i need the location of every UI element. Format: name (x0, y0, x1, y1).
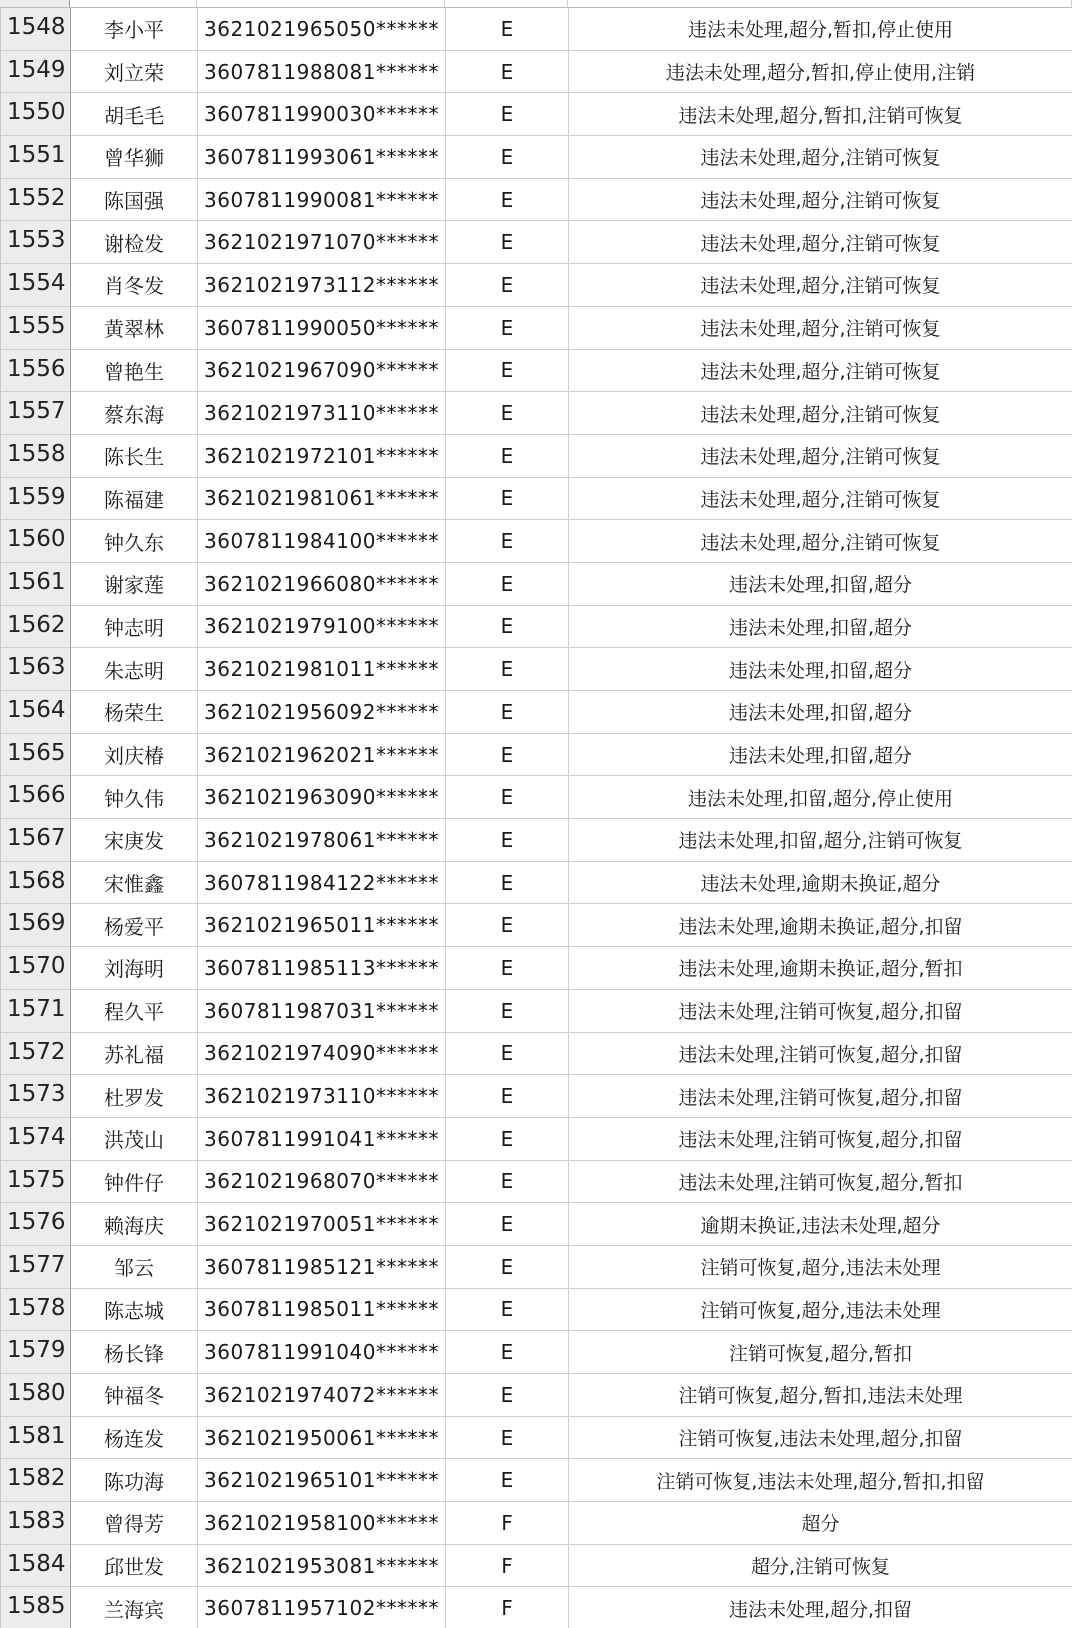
row-number[interactable]: 1553 (1, 221, 71, 264)
id-number-cell[interactable]: 3607811984100****** (198, 520, 446, 563)
row-number[interactable]: 1570 (1, 947, 71, 990)
grade-cell[interactable]: E (446, 221, 569, 264)
id-number-cell[interactable]: 3607811985113****** (198, 947, 446, 990)
name-cell[interactable]: 宋庚发 (71, 819, 198, 862)
grade-cell[interactable]: E (446, 1246, 569, 1289)
id-number-cell[interactable]: 3621021956092****** (198, 691, 446, 734)
id-number-cell[interactable]: 3621021967090****** (198, 350, 446, 393)
name-cell[interactable]: 钟志明 (71, 606, 198, 649)
status-cell[interactable]: 违法未处理,注销可恢复,超分,扣留 (569, 1075, 1072, 1118)
grade-cell[interactable]: E (446, 51, 569, 94)
name-cell[interactable]: 杨长锋 (71, 1331, 198, 1374)
name-cell[interactable]: 邱世发 (71, 1545, 198, 1588)
row-number[interactable]: 1583 (1, 1502, 71, 1545)
grade-cell[interactable]: E (446, 1033, 569, 1076)
id-number-cell[interactable]: 3607811991041****** (198, 1118, 446, 1161)
row-number[interactable]: 1580 (1, 1374, 71, 1417)
id-number-cell[interactable]: 3621021981061****** (198, 478, 446, 521)
grade-cell[interactable]: E (446, 1374, 569, 1417)
status-cell[interactable]: 注销可恢复,超分,暂扣 (569, 1331, 1072, 1374)
grade-cell[interactable]: E (446, 1417, 569, 1460)
status-cell[interactable]: 违法未处理,扣留,超分,注销可恢复 (569, 819, 1072, 862)
name-cell[interactable]: 刘立荣 (71, 51, 198, 94)
grade-cell[interactable]: E (446, 179, 569, 222)
id-number-cell[interactable]: 3621021958100****** (198, 1502, 446, 1545)
id-number-cell[interactable]: 3621021974090****** (198, 1033, 446, 1076)
status-cell[interactable]: 注销可恢复,超分,违法未处理 (569, 1246, 1072, 1289)
row-number[interactable]: 1563 (1, 648, 71, 691)
id-number-cell[interactable]: 3607811957102****** (198, 1587, 446, 1628)
row-number[interactable]: 1566 (1, 776, 71, 819)
grade-cell[interactable]: E (446, 1331, 569, 1374)
name-cell[interactable]: 兰海宾 (71, 1587, 198, 1628)
row-number[interactable]: 1550 (1, 93, 71, 136)
grade-cell[interactable]: E (446, 1459, 569, 1502)
name-cell[interactable]: 陈志城 (71, 1289, 198, 1332)
id-number-cell[interactable]: 3621021972101****** (198, 435, 446, 478)
name-cell[interactable]: 谢家莲 (71, 563, 198, 606)
name-cell[interactable]: 陈功海 (71, 1459, 198, 1502)
id-number-cell[interactable]: 3621021966080****** (198, 563, 446, 606)
status-cell[interactable]: 违法未处理,超分,注销可恢复 (569, 307, 1072, 350)
row-number[interactable]: 1572 (1, 1033, 71, 1076)
name-cell[interactable]: 钟件仔 (71, 1161, 198, 1204)
id-number-cell[interactable]: 3621021971070****** (198, 221, 446, 264)
grade-cell[interactable]: E (446, 392, 569, 435)
grade-cell[interactable]: F (446, 1545, 569, 1588)
row-number[interactable]: 1567 (1, 819, 71, 862)
status-cell[interactable]: 违法未处理,扣留,超分,停止使用 (569, 776, 1072, 819)
name-cell[interactable]: 肖冬发 (71, 264, 198, 307)
id-number-cell[interactable]: 3621021965050****** (198, 8, 446, 51)
status-cell[interactable]: 违法未处理,超分,注销可恢复 (569, 478, 1072, 521)
row-number[interactable]: 1584 (1, 1545, 71, 1588)
grade-cell[interactable]: E (446, 136, 569, 179)
grade-cell[interactable]: E (446, 819, 569, 862)
id-number-cell[interactable]: 3607811990081****** (198, 179, 446, 222)
data-table (0, 8, 1072, 1628)
status-cell[interactable]: 违法未处理,扣留,超分 (569, 606, 1072, 649)
row-number[interactable]: 1585 (1, 1587, 71, 1628)
name-cell[interactable]: 刘海明 (71, 947, 198, 990)
grade-cell[interactable]: E (446, 1075, 569, 1118)
id-number-cell[interactable]: 3621021973110****** (198, 1075, 446, 1118)
status-cell[interactable]: 违法未处理,超分,暂扣,注销可恢复 (569, 93, 1072, 136)
status-cell[interactable]: 违法未处理,超分,注销可恢复 (569, 520, 1072, 563)
id-number-cell[interactable]: 3607811991040****** (198, 1331, 446, 1374)
grade-cell[interactable]: E (446, 264, 569, 307)
id-number-cell[interactable]: 3607811985121****** (198, 1246, 446, 1289)
status-cell[interactable]: 违法未处理,超分,注销可恢复 (569, 136, 1072, 179)
name-cell[interactable]: 杨爱平 (71, 904, 198, 947)
row-number[interactable]: 1571 (1, 990, 71, 1033)
id-number-cell[interactable]: 3621021953081****** (198, 1545, 446, 1588)
status-cell[interactable]: 注销可恢复,违法未处理,超分,扣留 (569, 1417, 1072, 1460)
name-cell[interactable]: 陈福建 (71, 478, 198, 521)
row-number[interactable]: 1576 (1, 1203, 71, 1246)
row-number[interactable]: 1551 (1, 136, 71, 179)
row-number[interactable]: 1565 (1, 734, 71, 777)
id-number-cell[interactable]: 3607811984122****** (198, 862, 446, 905)
grade-cell[interactable]: F (446, 1502, 569, 1545)
status-cell[interactable]: 违法未处理,超分,注销可恢复 (569, 435, 1072, 478)
grade-cell[interactable]: E (446, 478, 569, 521)
id-number-cell[interactable]: 3607811990030****** (198, 93, 446, 136)
grade-cell[interactable]: E (446, 904, 569, 947)
name-cell[interactable]: 邹云 (71, 1246, 198, 1289)
grade-cell[interactable]: E (446, 1203, 569, 1246)
name-cell[interactable]: 洪茂山 (71, 1118, 198, 1161)
row-number[interactable]: 1558 (1, 435, 71, 478)
id-number-cell[interactable]: 3621021970051****** (198, 1203, 446, 1246)
row-number[interactable]: 1548 (1, 8, 71, 51)
status-cell[interactable]: 违法未处理,注销可恢复,超分,扣留 (569, 1118, 1072, 1161)
id-number-cell[interactable]: 3621021968070****** (198, 1161, 446, 1204)
grade-cell[interactable]: E (446, 606, 569, 649)
grade-cell[interactable]: E (446, 1118, 569, 1161)
name-cell[interactable]: 宋惟鑫 (71, 862, 198, 905)
status-cell[interactable]: 违法未处理,超分,注销可恢复 (569, 179, 1072, 222)
name-cell[interactable]: 陈国强 (71, 179, 198, 222)
row-number[interactable]: 1582 (1, 1459, 71, 1502)
grade-cell[interactable]: E (446, 307, 569, 350)
id-number-cell[interactable]: 3621021981011****** (198, 648, 446, 691)
grade-cell[interactable]: E (446, 862, 569, 905)
id-number-cell[interactable]: 3621021965101****** (198, 1459, 446, 1502)
name-cell[interactable]: 曾得芳 (71, 1502, 198, 1545)
row-number[interactable]: 1569 (1, 904, 71, 947)
grade-cell[interactable]: E (446, 563, 569, 606)
status-cell[interactable]: 违法未处理,扣留,超分 (569, 563, 1072, 606)
status-cell[interactable]: 违法未处理,逾期未换证,超分,扣留 (569, 904, 1072, 947)
row-number[interactable]: 1573 (1, 1075, 71, 1118)
id-number-cell[interactable]: 3621021962021****** (198, 734, 446, 777)
name-cell[interactable]: 陈长生 (71, 435, 198, 478)
id-number-cell[interactable]: 3607811993061****** (198, 136, 446, 179)
row-number[interactable]: 1574 (1, 1118, 71, 1161)
grade-cell[interactable]: F (446, 1587, 569, 1628)
row-number[interactable]: 1554 (1, 264, 71, 307)
row-number[interactable]: 1568 (1, 862, 71, 905)
status-cell[interactable]: 注销可恢复,超分,暂扣,违法未处理 (569, 1374, 1072, 1417)
grade-cell[interactable]: E (446, 947, 569, 990)
id-number-cell[interactable]: 3621021973110****** (198, 392, 446, 435)
status-cell[interactable]: 注销可恢复,超分,违法未处理 (569, 1289, 1072, 1332)
name-cell[interactable]: 李小平 (71, 8, 198, 51)
id-number-cell[interactable]: 3621021973112****** (198, 264, 446, 307)
name-cell[interactable]: 苏礼福 (71, 1033, 198, 1076)
name-cell[interactable]: 杨连发 (71, 1417, 198, 1460)
name-cell[interactable]: 谢检发 (71, 221, 198, 264)
name-cell[interactable]: 曾艳生 (71, 350, 198, 393)
row-number[interactable]: 1552 (1, 179, 71, 222)
grade-cell[interactable]: E (446, 435, 569, 478)
row-number[interactable]: 1578 (1, 1289, 71, 1332)
name-cell[interactable]: 胡毛毛 (71, 93, 198, 136)
status-cell[interactable]: 违法未处理,超分,注销可恢复 (569, 221, 1072, 264)
name-cell[interactable]: 朱志明 (71, 648, 198, 691)
status-cell[interactable]: 违法未处理,注销可恢复,超分,扣留 (569, 1033, 1072, 1076)
grade-cell[interactable]: E (446, 520, 569, 563)
id-number-cell[interactable]: 3607811990050****** (198, 307, 446, 350)
row-number[interactable]: 1559 (1, 478, 71, 521)
row-number[interactable]: 1549 (1, 51, 71, 94)
status-cell[interactable]: 违法未处理,扣留,超分 (569, 734, 1072, 777)
status-cell[interactable]: 违法未处理,逾期未换证,超分,暂扣 (569, 947, 1072, 990)
status-cell[interactable]: 违法未处理,超分,注销可恢复 (569, 350, 1072, 393)
status-cell[interactable]: 注销可恢复,违法未处理,超分,暂扣,扣留 (569, 1459, 1072, 1502)
grade-cell[interactable]: E (446, 1289, 569, 1332)
status-cell[interactable]: 逾期未换证,违法未处理,超分 (569, 1203, 1072, 1246)
status-cell[interactable]: 违法未处理,超分,注销可恢复 (569, 264, 1072, 307)
name-cell[interactable]: 杨荣生 (71, 691, 198, 734)
name-cell[interactable]: 钟久东 (71, 520, 198, 563)
status-cell[interactable]: 超分 (569, 1502, 1072, 1545)
name-cell[interactable]: 钟久伟 (71, 776, 198, 819)
row-number[interactable]: 1556 (1, 350, 71, 393)
name-cell[interactable]: 程久平 (71, 990, 198, 1033)
grade-cell[interactable]: E (446, 691, 569, 734)
row-number[interactable]: 1579 (1, 1331, 71, 1374)
grade-cell[interactable]: E (446, 350, 569, 393)
name-cell[interactable]: 钟福冬 (71, 1374, 198, 1417)
status-cell[interactable]: 违法未处理,超分,注销可恢复 (569, 392, 1072, 435)
name-cell[interactable]: 杜罗发 (71, 1075, 198, 1118)
row-number[interactable]: 1581 (1, 1417, 71, 1460)
status-cell[interactable]: 违法未处理,超分,扣留 (569, 1587, 1072, 1628)
row-number[interactable]: 1577 (1, 1246, 71, 1289)
id-number-cell[interactable]: 3621021963090****** (198, 776, 446, 819)
name-cell[interactable]: 曾华狮 (71, 136, 198, 179)
name-cell[interactable]: 刘庆椿 (71, 734, 198, 777)
grade-cell[interactable]: E (446, 8, 569, 51)
grade-cell[interactable]: E (446, 776, 569, 819)
status-cell[interactable]: 违法未处理,扣留,超分 (569, 648, 1072, 691)
status-cell[interactable]: 违法未处理,逾期未换证,超分 (569, 862, 1072, 905)
status-cell[interactable]: 违法未处理,注销可恢复,超分,扣留 (569, 990, 1072, 1033)
row-number[interactable]: 1562 (1, 606, 71, 649)
row-number[interactable]: 1555 (1, 307, 71, 350)
grade-cell[interactable]: E (446, 1161, 569, 1204)
grade-cell[interactable]: E (446, 734, 569, 777)
status-cell[interactable]: 违法未处理,注销可恢复,超分,暂扣 (569, 1161, 1072, 1204)
id-number-cell[interactable]: 3607811988081****** (198, 51, 446, 94)
row-number[interactable]: 1561 (1, 563, 71, 606)
grade-cell[interactable]: E (446, 93, 569, 136)
row-number[interactable]: 1575 (1, 1161, 71, 1204)
id-number-cell[interactable]: 3607811987031****** (198, 990, 446, 1033)
status-cell[interactable]: 违法未处理,超分,暂扣,停止使用,注销 (569, 51, 1072, 94)
id-number-cell[interactable]: 3621021978061****** (198, 819, 446, 862)
row-number[interactable]: 1557 (1, 392, 71, 435)
name-cell[interactable]: 蔡东海 (71, 392, 198, 435)
name-cell[interactable]: 黄翠林 (71, 307, 198, 350)
id-number-cell[interactable]: 3621021950061****** (198, 1417, 446, 1460)
id-number-cell[interactable]: 3607811985011****** (198, 1289, 446, 1332)
id-number-cell[interactable]: 3621021979100****** (198, 606, 446, 649)
grade-cell[interactable]: E (446, 648, 569, 691)
row-number[interactable]: 1560 (1, 520, 71, 563)
top-edge (0, 0, 1072, 8)
grade-cell[interactable]: E (446, 990, 569, 1033)
name-cell[interactable]: 赖海庆 (71, 1203, 198, 1246)
status-cell[interactable]: 超分,注销可恢复 (569, 1545, 1072, 1588)
id-number-cell[interactable]: 3621021974072****** (198, 1374, 446, 1417)
status-cell[interactable]: 违法未处理,超分,暂扣,停止使用 (569, 8, 1072, 51)
status-cell[interactable]: 违法未处理,扣留,超分 (569, 691, 1072, 734)
row-number[interactable]: 1564 (1, 691, 71, 734)
id-number-cell[interactable]: 3621021965011****** (198, 904, 446, 947)
